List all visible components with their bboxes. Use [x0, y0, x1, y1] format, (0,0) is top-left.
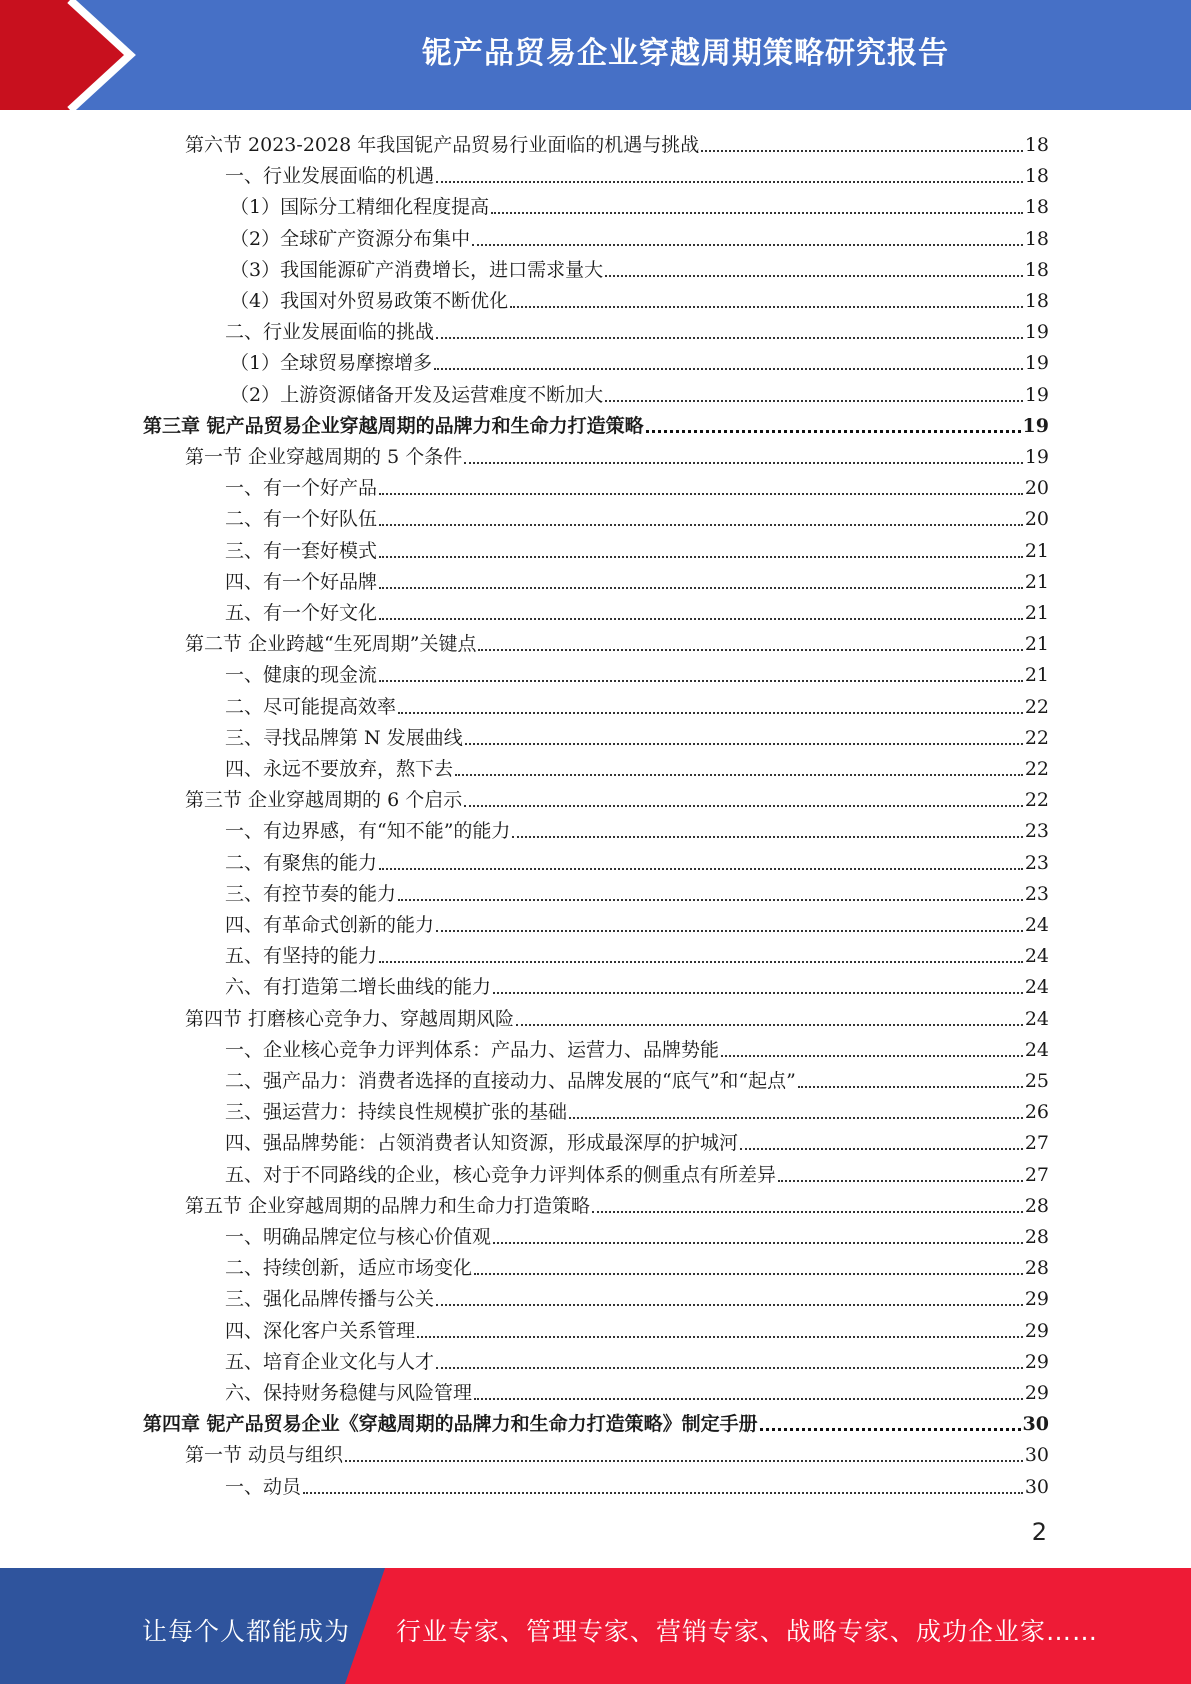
toc-dot-leader: [646, 430, 1021, 433]
toc-entry[interactable]: [225, 501, 1049, 532]
toc-entry[interactable]: [225, 314, 1049, 345]
toc-entry[interactable]: [225, 1032, 1049, 1063]
toc-entry-title: 五、培育企业文化与人才: [225, 1350, 435, 1373]
toc-entry-page: 25: [1024, 1070, 1049, 1092]
toc-entry[interactable]: [225, 1125, 1049, 1156]
header-arrow-decoration: [0, 0, 150, 110]
toc-dot-leader: [303, 1492, 1023, 1494]
toc-entry-title: 四、深化客户关系管理: [225, 1319, 416, 1342]
toc-entry-title: 一、明确品牌定位与核心价值观: [225, 1226, 492, 1248]
toc-entry[interactable]: [225, 689, 1049, 720]
toc-entry-page: 18: [1024, 258, 1049, 281]
toc-entry[interactable]: [185, 782, 1049, 813]
toc-entry-title: 二、尽可能提高效率: [225, 695, 397, 718]
toc-entry-page: 27: [1024, 1132, 1049, 1155]
toc-dot-leader: [493, 992, 1023, 994]
toc-dot-leader: [345, 1460, 1023, 1462]
toc-entry-page: 22: [1024, 758, 1049, 780]
toc-entry-page: 29: [1024, 1350, 1049, 1373]
toc-entry-page: 21: [1024, 539, 1049, 562]
toc-entry-title: （3）我国能源矿产消费增长，进口需求量大: [230, 258, 604, 281]
toc-entry-title: （4）我国对外贸易政策不断优化: [230, 290, 509, 312]
toc-entry[interactable]: [225, 845, 1049, 876]
toc-entry[interactable]: [225, 1157, 1049, 1188]
toc-entry-page: 28: [1024, 1257, 1049, 1280]
toc-entry-title: （2）全球矿产资源分布集中: [230, 227, 471, 250]
toc-dot-leader: [379, 556, 1023, 558]
toc-entry-page: 24: [1024, 1007, 1049, 1030]
toc-entry-title: （1）全球贸易摩擦增多: [230, 352, 433, 375]
toc-entry-title: 一、健康的现金流: [225, 664, 378, 687]
toc-dot-leader: [436, 930, 1023, 932]
toc-dot-leader: [760, 1428, 1021, 1431]
toc-entry-title: 第四章 铌产品贸易企业《穿越周期的品牌力和生命力打造策略》制定手册: [143, 1413, 758, 1436]
toc-entry-title: 第四节 打磨核心竞争力、穿越周期风险: [185, 1007, 515, 1030]
toc-entry-title: 第一节 动员与组织: [185, 1444, 344, 1467]
toc-entry-page: 22: [1024, 726, 1049, 749]
toc-entry[interactable]: [230, 377, 1049, 408]
toc-dot-leader: [701, 150, 1023, 152]
toc-entry[interactable]: [225, 1313, 1049, 1344]
toc-entry-title: 二、强产品力：消费者选择的直接动力、品牌发展的“底气”和“起点”: [225, 1070, 796, 1092]
toc-entry-page: 21: [1024, 602, 1049, 624]
toc-entry-page: 24: [1024, 976, 1049, 999]
toc-dot-leader: [778, 1180, 1023, 1182]
toc-dot-leader: [417, 1336, 1023, 1338]
toc-dot-leader: [436, 181, 1023, 183]
toc-dot-leader: [740, 1148, 1023, 1150]
toc-entry[interactable]: [225, 720, 1049, 751]
toc-entry-title: 一、行业发展面临的机遇: [225, 165, 435, 188]
toc-entry[interactable]: [230, 221, 1049, 252]
toc-entry-title: 第三节 企业穿越周期的 6 个启示: [185, 789, 463, 812]
report-title: 铌产品贸易企业穿越周期策略研究报告: [422, 36, 949, 71]
toc-dot-leader: [379, 618, 1023, 620]
page-footer: [0, 1568, 1191, 1684]
toc-entry-page: 19: [1022, 414, 1049, 437]
toc-entry[interactable]: [225, 1469, 1049, 1500]
toc-entry-page: 21: [1024, 570, 1049, 593]
toc-entry[interactable]: [230, 345, 1049, 376]
toc-entry-title: 二、行业发展面临的挑战: [225, 321, 435, 344]
toc-entry-page: 18: [1024, 165, 1049, 188]
toc-entry[interactable]: [185, 1437, 1049, 1468]
toc-entry-title: 五、有坚持的能力: [225, 945, 378, 968]
toc-entry-title: 第五节 企业穿越周期的品牌力和生命力打造策略: [185, 1194, 591, 1217]
toc-entry-page: 23: [1024, 882, 1049, 905]
toc-entry-title: （2）上游资源储备开发及运营难度不断加大: [230, 383, 604, 406]
toc-entry-title: 一、有一个好产品: [225, 477, 378, 500]
toc-entry[interactable]: [225, 595, 1049, 626]
toc-entry-title: 第一节 企业穿越周期的 5 个条件: [185, 446, 463, 468]
toc-entry-page: 23: [1024, 820, 1049, 843]
toc-entry-title: 四、永远不要放弃，熬下去: [225, 758, 454, 780]
toc-entry-page: 22: [1024, 789, 1049, 812]
toc-entry[interactable]: [225, 470, 1049, 501]
toc-entry[interactable]: [225, 1063, 1049, 1094]
toc-entry[interactable]: [225, 876, 1049, 907]
toc-entry-page: 29: [1024, 1288, 1049, 1311]
toc-entry-page: 18: [1024, 227, 1049, 250]
toc-entry-title: 三、有控节奏的能力: [225, 882, 397, 905]
toc-entry-page: 22: [1024, 695, 1049, 718]
toc-dot-leader: [512, 836, 1022, 838]
page-number: 2: [1031, 1518, 1047, 1546]
toc-entry-title: （1）国际分工精细化程度提高: [230, 196, 490, 219]
toc-entry-title: 第二节 企业跨越“生死周期”关键点: [185, 633, 477, 656]
toc-entry[interactable]: [230, 252, 1049, 283]
toc-entry[interactable]: [143, 1406, 1049, 1437]
toc-entry-title: 六、有打造第二增长曲线的能力: [225, 976, 492, 999]
toc-entry-title: 二、有聚焦的能力: [225, 851, 378, 874]
header-red-arrow: [0, 0, 130, 110]
toc-entry[interactable]: [225, 657, 1049, 688]
toc-dot-leader: [379, 493, 1023, 495]
toc-dot-leader: [493, 1242, 1023, 1244]
footer-slogan-left: 让每个人都能成为: [142, 1617, 351, 1646]
toc-entry-title: 三、寻找品牌第 N 发展曲线: [225, 726, 463, 749]
toc-dot-leader: [569, 1117, 1023, 1119]
toc-dot-leader: [510, 306, 1023, 308]
toc-entry[interactable]: [225, 938, 1049, 969]
toc-entry-title: 三、有一套好模式: [225, 539, 378, 562]
page-header: [0, 0, 1191, 110]
toc-dot-leader: [516, 1024, 1023, 1026]
toc-dot-leader: [474, 1398, 1023, 1400]
toc-entry-page: 26: [1024, 1101, 1049, 1124]
toc-dot-leader: [436, 1367, 1023, 1369]
toc-entry-page: 27: [1024, 1163, 1049, 1186]
toc-entry-title: 四、有革命式创新的能力: [225, 914, 435, 936]
toc-entry-title: 四、强品牌势能：占领消费者认知资源，形成最深厚的护城河: [225, 1132, 739, 1155]
toc-entry-page: 30: [1024, 1444, 1049, 1467]
toc-dot-leader: [379, 868, 1023, 870]
toc-entry-title: 三、强化品牌传播与公关: [225, 1288, 435, 1311]
toc-dot-leader: [721, 1055, 1023, 1057]
toc-entry[interactable]: [225, 1375, 1049, 1406]
toc-entry-page: 24: [1024, 1038, 1049, 1061]
toc-dot-leader: [478, 649, 1022, 651]
toc-entry-title: 四、有一个好品牌: [225, 570, 378, 593]
toc-entry-page: 18: [1024, 134, 1049, 156]
toc-entry-page: 24: [1024, 914, 1049, 936]
toc-entry[interactable]: [230, 283, 1049, 314]
toc-entry-page: 21: [1024, 633, 1049, 656]
toc-entry-page: 24: [1024, 945, 1049, 968]
toc-dot-leader: [379, 587, 1023, 589]
toc-entry-title: 二、有一个好队伍: [225, 508, 378, 531]
toc-entry-page: 20: [1024, 508, 1049, 531]
footer-slogan-right: 行业专家、管理专家、营销专家、战略专家、成功企业家……: [396, 1617, 1099, 1646]
toc-entry-page: 19: [1024, 321, 1049, 344]
toc-entry-page: 29: [1024, 1319, 1049, 1342]
toc-entry-page: 30: [1024, 1475, 1049, 1498]
toc-entry-title: 一、有边界感，有“知不能”的能力: [225, 820, 511, 843]
toc-entry-title: 二、持续创新，适应市场变化: [225, 1257, 473, 1280]
toc-dot-leader: [474, 1273, 1023, 1275]
toc-entry-page: 18: [1024, 290, 1049, 312]
toc-entry-page: 30: [1022, 1413, 1049, 1436]
toc-entry-page: 19: [1024, 383, 1049, 406]
toc-dot-leader: [379, 524, 1023, 526]
toc-entry[interactable]: [225, 907, 1049, 938]
toc-entry-page: 19: [1024, 352, 1049, 375]
toc-entry[interactable]: [225, 158, 1049, 189]
toc-entry[interactable]: [225, 1219, 1049, 1250]
toc-entry-page: 19: [1024, 446, 1049, 468]
toc-dot-leader: [379, 680, 1023, 682]
toc-dot-leader: [398, 712, 1023, 714]
toc-dot-leader: [398, 899, 1023, 901]
toc-entry[interactable]: [225, 813, 1049, 844]
toc-entry[interactable]: [225, 1281, 1049, 1312]
toc-entry[interactable]: [230, 189, 1049, 220]
toc-entry-title: 第三章 铌产品贸易企业穿越周期的品牌力和生命力打造策略: [143, 414, 644, 437]
toc-dot-leader: [798, 1086, 1023, 1088]
toc-dot-leader: [464, 462, 1023, 464]
toc-dot-leader: [379, 961, 1023, 963]
toc-entry[interactable]: [185, 1001, 1049, 1032]
toc-dot-leader: [605, 275, 1023, 277]
toc-dot-leader: [434, 368, 1023, 370]
toc-entry-title: 三、强运营力：持续良性规模扩张的基础: [225, 1101, 568, 1124]
toc-dot-leader: [491, 212, 1023, 214]
toc-entry[interactable]: [225, 1344, 1049, 1375]
toc-dot-leader: [605, 400, 1023, 402]
toc-entry-title: 一、企业核心竞争力评判体系：产品力、运营力、品牌势能: [225, 1038, 720, 1061]
toc-entry-title: 一、动员: [225, 1475, 302, 1498]
toc-dot-leader: [465, 743, 1023, 745]
toc-entry[interactable]: [225, 1094, 1049, 1125]
toc-entry[interactable]: [185, 127, 1049, 158]
toc-entry-page: 28: [1024, 1194, 1049, 1217]
toc-entry[interactable]: [225, 1250, 1049, 1281]
toc-dot-leader: [436, 1304, 1023, 1306]
toc-entry-page: 23: [1024, 851, 1049, 874]
toc-entry-page: 28: [1024, 1226, 1049, 1248]
toc-entry[interactable]: [225, 969, 1049, 1000]
toc-entry-title: 第六节 2023-2028 年我国铌产品贸易行业面临的机遇与挑战: [185, 134, 700, 156]
toc-entry[interactable]: [225, 564, 1049, 595]
toc-entry[interactable]: [185, 1188, 1049, 1219]
toc-entry-title: 五、有一个好文化: [225, 602, 378, 624]
toc-entry-page: 21: [1024, 664, 1049, 687]
toc-dot-leader: [436, 337, 1023, 339]
toc-entry[interactable]: [225, 533, 1049, 564]
toc-entry-page: 20: [1024, 477, 1049, 500]
toc-dot-leader: [455, 774, 1023, 776]
toc-entry-title: 六、保持财务稳健与风险管理: [225, 1382, 473, 1404]
toc-entry[interactable]: [225, 751, 1049, 782]
toc-entry[interactable]: [185, 626, 1049, 657]
toc-dot-leader: [472, 244, 1023, 246]
toc-dot-leader: [592, 1211, 1023, 1213]
toc-entry-title: 五、对于不同路线的企业，核心竞争力评判体系的侧重点有所差异: [225, 1163, 777, 1186]
toc-entry-page: 18: [1024, 196, 1049, 219]
toc-entry[interactable]: [143, 408, 1049, 439]
toc-entry-page: 29: [1024, 1382, 1049, 1404]
toc-entry[interactable]: [185, 439, 1049, 470]
toc-dot-leader: [464, 805, 1023, 807]
